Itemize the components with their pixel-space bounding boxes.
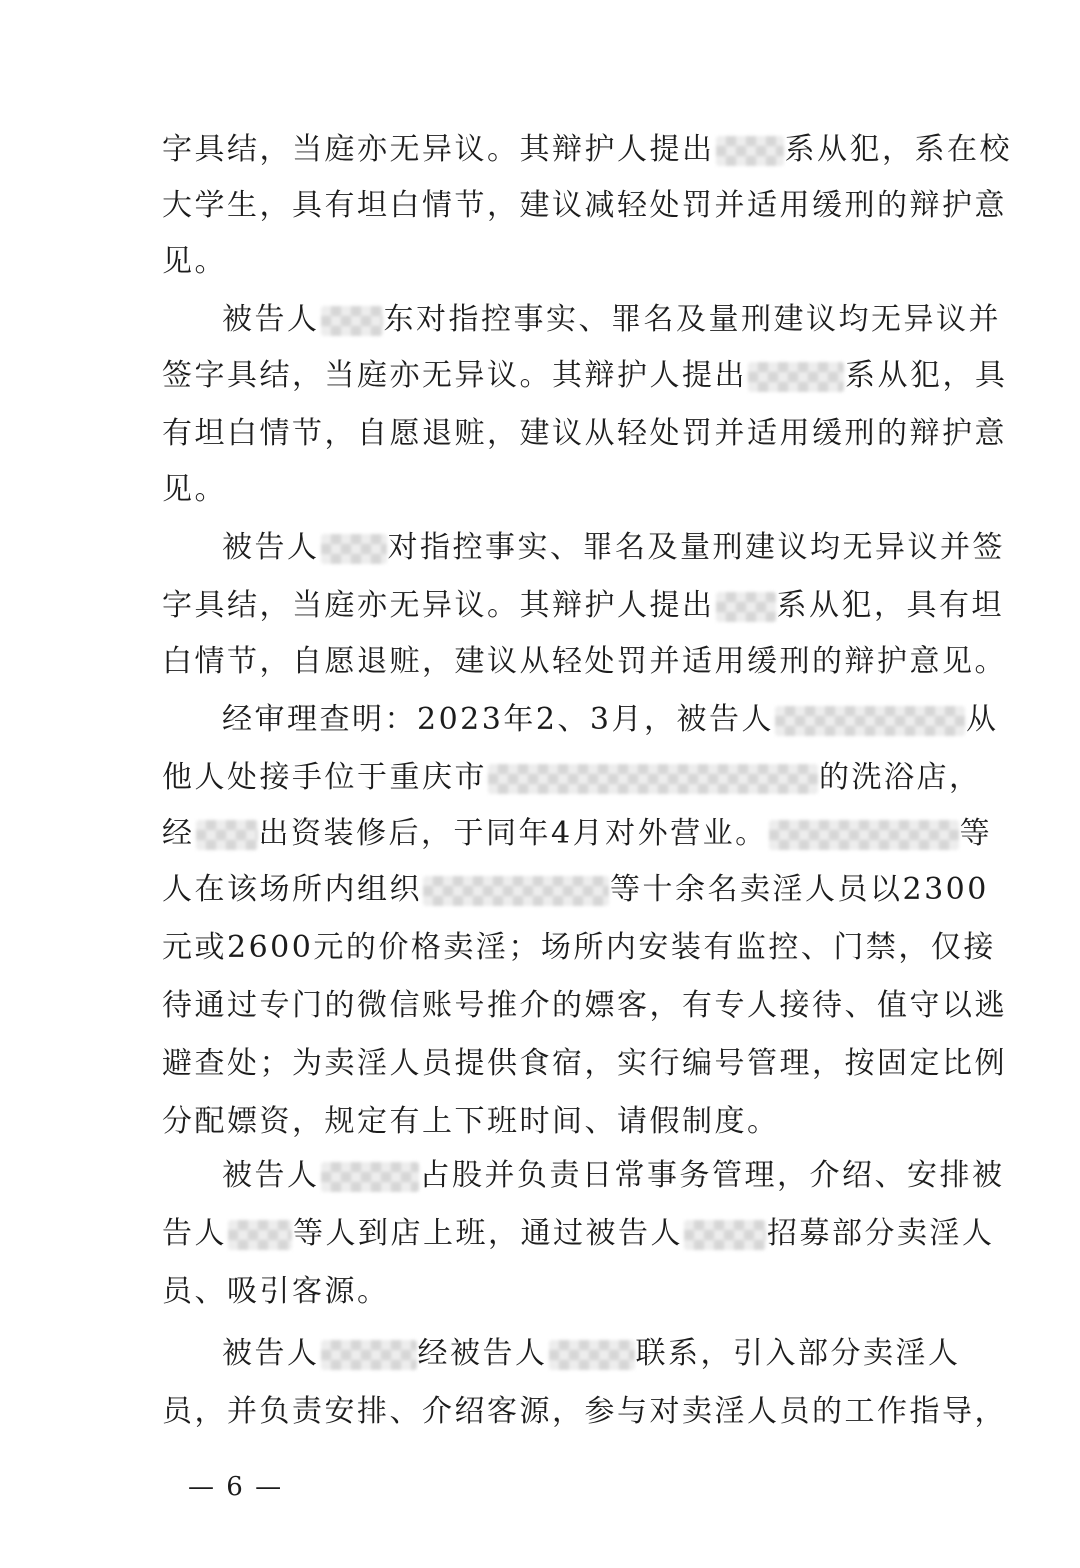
text-line [222,300,1001,340]
text-line [162,758,982,798]
text-line [162,242,958,282]
text-segment: 等十余名卖淫人员以2300 [610,872,989,907]
text-segment: 出资装修后，于同年4月对外营业。 [258,816,768,851]
redaction-mosaic [775,706,965,736]
text-line [162,814,993,854]
redaction-mosaic [549,1340,635,1370]
text-segment: 被告人 [222,530,320,565]
redaction-mosaic [488,764,818,794]
redaction-mosaic [716,136,784,166]
redaction-mosaic [228,1220,292,1250]
text-line [162,130,1012,170]
text-segment: 被告人 [222,1158,320,1193]
text-segment: 的洗浴店， [819,760,982,795]
text-line [162,1214,995,1254]
text-line [162,1392,1007,1432]
text-line [162,1044,1007,1084]
text-segment: 联系，引入部分卖淫人 [635,1336,961,1371]
text-segment: 系从犯，具有坦 [776,588,1004,623]
text-segment: 被告人 [222,302,320,337]
text-line [222,700,999,740]
text-line [222,1156,1005,1196]
redaction-mosaic [321,1340,417,1370]
redaction-mosaic [321,534,387,564]
text-segment: 待通过专门的微信账号推介的嫖客，有专人接待、值守以逃 [162,988,1007,1023]
text-segment: 分配嫖资，规定有上下班时间、请假制度。 [162,1104,780,1139]
redaction-mosaic [769,820,959,850]
text-segment: 经被告人 [417,1336,548,1371]
redaction-mosaic [321,1162,419,1192]
page-number: — 6 — [188,1472,284,1502]
redaction-mosaic [716,592,776,622]
text-segment: 元或2600元的价格卖淫；场所内安装有监控、门禁，仅接 [162,930,996,965]
redaction-mosaic [321,306,383,336]
text-segment: 东对指控事实、罪名及量刑建议均无异议并 [383,302,1001,337]
text-segment: 大学生，具有坦白情节，建议减轻处罚并适用缓刑的辩护意 [162,188,1007,223]
text-line [162,986,1007,1026]
text-segment: 等人到店上班，通过被告人 [293,1216,683,1251]
text-segment: 人在该场所内组织 [162,872,422,907]
text-line [162,470,958,510]
text-line [222,1334,961,1374]
text-segment: 经审理查明：2023年2、3月，被告人 [222,702,775,737]
text-line [162,642,1007,682]
text-segment: 字具结，当庭亦无异议。其辩护人提出 [162,588,715,623]
text-segment: 从 [966,702,999,737]
redaction-mosaic [196,820,258,850]
text-segment: 员、吸引客源。 [162,1274,390,1309]
text-segment: 字具结，当庭亦无异议。其辩护人提出 [162,132,715,167]
text-line [162,1102,958,1142]
text-segment: 见。 [162,244,227,279]
redaction-mosaic [684,1220,766,1250]
text-segment: 避查处；为卖淫人员提供食宿，实行编号管理，按固定比例 [162,1046,1007,1081]
text-segment: 系从犯，具 [845,358,1008,393]
text-line [162,186,1007,226]
text-segment: 对指控事实、罪名及量刑建议均无异议并签 [387,530,1005,565]
text-line [162,1272,958,1312]
text-line [162,870,989,910]
text-segment: 告人 [162,1216,227,1251]
text-line [162,356,1008,396]
text-segment: 招募部分卖淫人 [767,1216,995,1251]
text-line [222,528,1005,568]
text-line [162,414,1007,454]
text-segment: 占股并负责日常事务管理，介绍、安排被 [419,1158,1005,1193]
redaction-mosaic [748,362,844,392]
text-segment: 系从犯，系在校 [784,132,1012,167]
text-segment: 签字具结，当庭亦无异议。其辩护人提出 [162,358,747,393]
text-segment: 他人处接手位于重庆市 [162,760,487,795]
text-segment: 经 [162,816,195,851]
text-segment: 等 [959,816,993,851]
text-line [162,928,996,968]
redaction-mosaic [423,876,609,906]
text-line [162,586,1004,626]
text-segment: 被告人 [222,1336,320,1371]
text-segment: 见。 [162,472,227,507]
text-segment: 员，并负责安排、介绍客源，参与对卖淫人员的工作指导， [162,1394,1007,1429]
text-segment: 白情节，自愿退赃，建议从轻处罚并适用缓刑的辩护意见。 [162,644,1007,679]
text-segment: 有坦白情节，自愿退赃，建议从轻处罚并适用缓刑的辩护意 [162,416,1007,451]
